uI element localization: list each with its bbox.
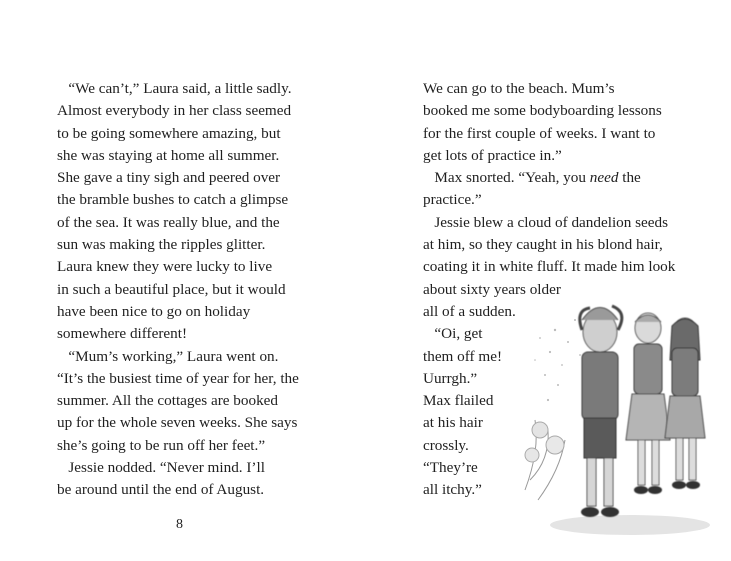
text-line: Max flailed: [423, 392, 494, 410]
text-line: at him, so they caught in his blond hair,: [423, 236, 663, 254]
text-line: of the sea. It was really blue, and the: [57, 213, 280, 231]
text-line: them off me!: [423, 347, 503, 365]
boy-max: [580, 306, 622, 517]
text-line: Laura knew they were lucky to live: [57, 258, 273, 276]
text-line: crossly.: [423, 436, 469, 454]
text-segment: the: [618, 169, 641, 187]
text-line: Jessie blew a cloud of dandelion seeds: [423, 213, 669, 231]
text-segment: Max snorted. “Yeah, you: [423, 169, 590, 187]
text-line: Uurrgh.”: [423, 369, 478, 387]
text-line: “They’re: [423, 459, 478, 477]
text-line: she’s going to be run off her feet.”: [57, 436, 266, 454]
text-line: get lots of practice in.”: [423, 146, 562, 164]
text-line: all of a sudden.: [423, 302, 516, 320]
emphasized-word: need: [589, 169, 619, 187]
text-line: Jessie nodded. “Never mind. I’ll: [57, 459, 265, 477]
girl-right: [665, 318, 705, 489]
text-line: in such a beautiful place, but it would: [57, 280, 286, 298]
text-line: practice.”: [423, 191, 482, 209]
text-line: “It’s the busiest time of year for her, the: [57, 369, 299, 387]
text-line: coating it in white fluff. It made him look: [423, 258, 676, 276]
text-line: she was staying at home all summer.: [57, 146, 280, 164]
girl-middle: [626, 313, 670, 494]
ground-shadow: [550, 515, 710, 535]
text-line: all itchy.”: [423, 481, 482, 499]
page-number: 8: [176, 517, 183, 532]
text-line: be around until the end of August.: [57, 481, 265, 499]
text-line: “Mum’s working,” Laura went on.: [57, 347, 279, 365]
text-line: “We can’t,” Laura said, a little sadly.: [57, 80, 292, 97]
text-line: booked me some bodyboarding lessons: [423, 102, 662, 120]
text-line: up for the whole seven weeks. She says: [57, 414, 298, 432]
text-line: “Oi, get: [423, 325, 483, 343]
text-line: summer. All the cottages are booked: [57, 392, 279, 410]
text-line: to be going somewhere amazing, but: [57, 124, 281, 142]
text-line: sun was making the ripples glitter.: [57, 236, 266, 254]
text-line: at his hair: [423, 414, 483, 432]
text-line: have been nice to go on holiday: [57, 302, 251, 320]
text-line: She gave a tiny sigh and peered over: [57, 169, 281, 187]
text-line-max-snorted: [423, 167, 685, 189]
text-line: about sixty years older: [423, 280, 561, 298]
bramble-bush: [525, 420, 565, 500]
text-line: Almost everybody in her class seemed: [57, 102, 292, 120]
children-pencil-illustration-icon: [520, 290, 710, 545]
text-line: for the first couple of weeks. I want to: [423, 124, 656, 142]
text-line: We can go to the beach. Mum’s: [423, 80, 615, 97]
text-line: somewhere different!: [57, 325, 188, 343]
text-line: the bramble bushes to catch a glimpse: [57, 191, 289, 209]
left-page-text: [57, 78, 315, 502]
dandelion-seeds: [534, 319, 581, 401]
